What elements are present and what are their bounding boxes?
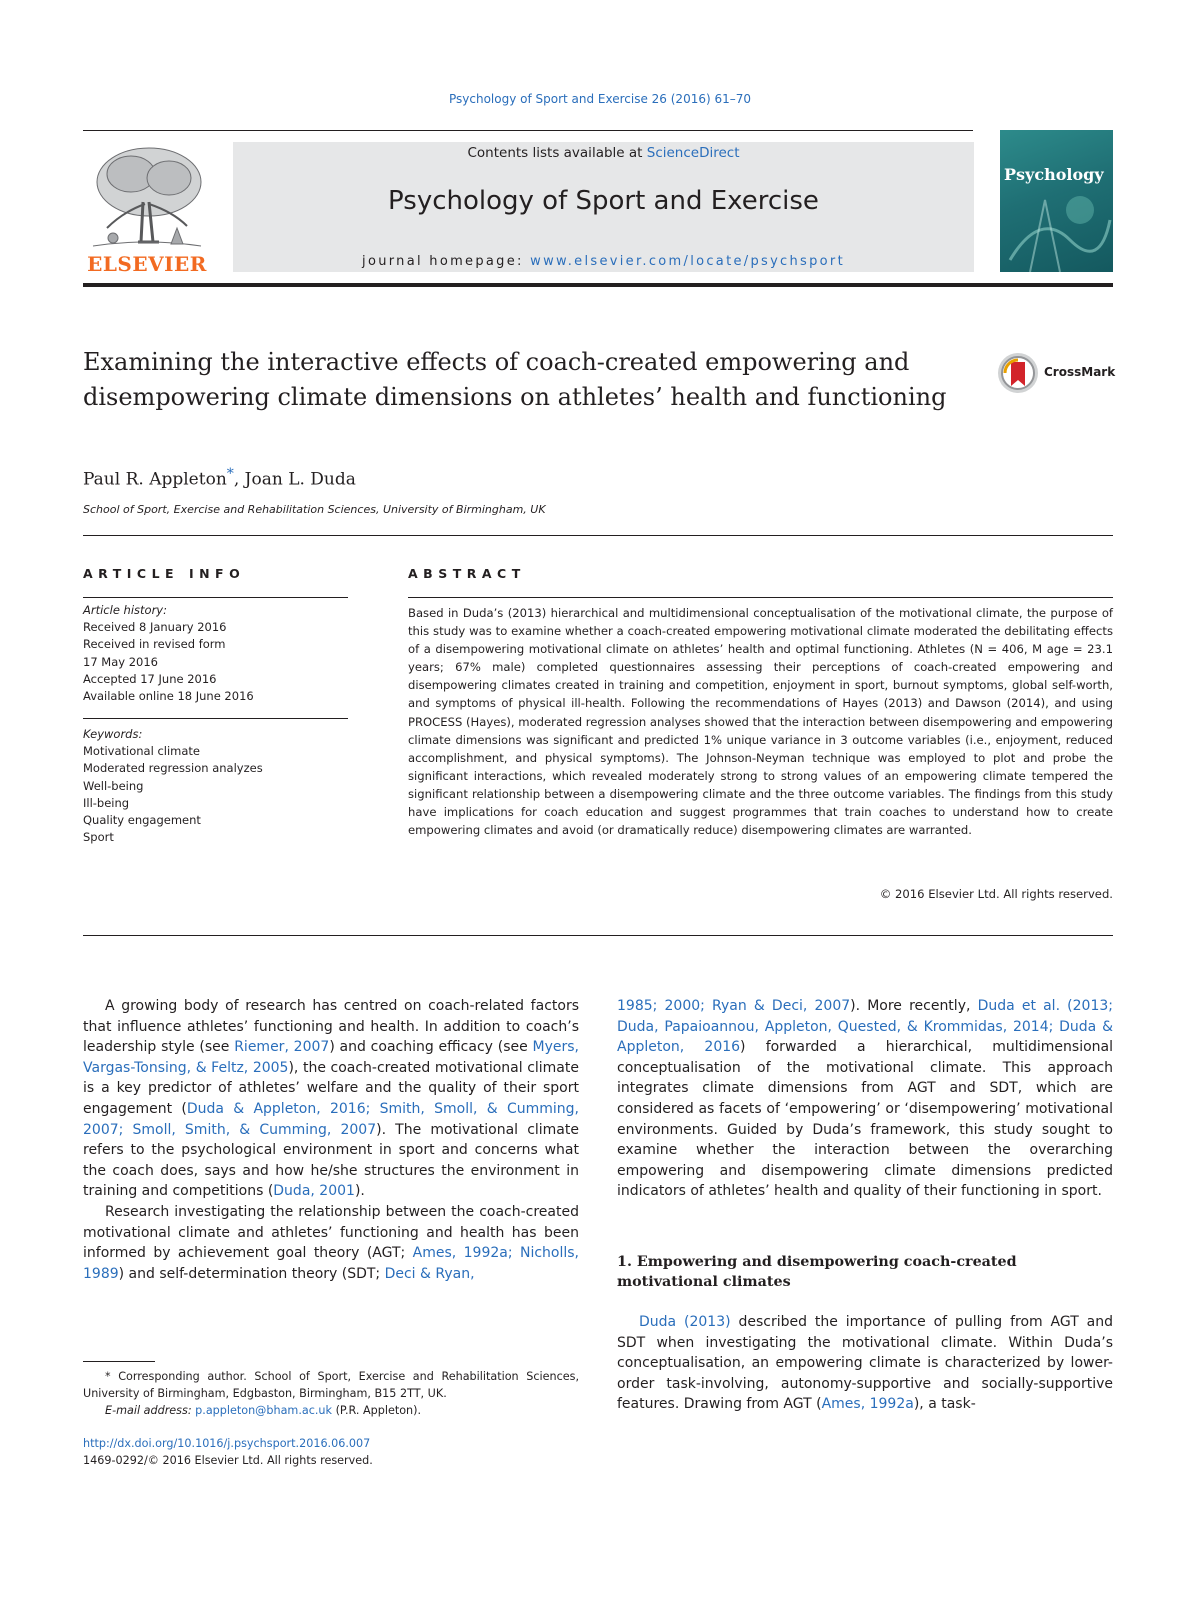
- text-run: ) forwarded a hierarchical, multidimensional conceptualisation of the motivational climate. This approach integrates climate dimensions from AGT and SDT, which are considered as facets of ‘empowering’ or ‘disempowering’ motivational environments. Guided by Duda’s framework, this study sought to examine whether the interaction between the overarching empowering and disempowering climate dimensions predicted indicators of athletes’ health and quality of their functioning in sport.: [617, 1039, 1113, 1200]
- intro-paragraph-1: [83, 996, 579, 1202]
- keywords-label: Keywords:: [83, 727, 143, 741]
- sciencedirect-link[interactable]: ScienceDirect: [646, 145, 740, 161]
- citation-link[interactable]: Myers, Vargas-Tonsing, & Feltz, 2005: [83, 1039, 579, 1076]
- citation-link[interactable]: Riemer, 2007: [234, 1039, 330, 1056]
- text-run: ). More recently,: [850, 998, 978, 1014]
- citation-link[interactable]: 1985; 2000; Ryan & Deci, 2007: [617, 998, 851, 1014]
- running-head[interactable]: Psychology of Sport and Exercise 26 (2016) 61–70: [448, 92, 752, 106]
- history-accepted: Accepted 17 June 2016: [83, 671, 217, 686]
- affiliation-rule: [83, 535, 1113, 536]
- keyword-item: Well-being: [83, 778, 144, 793]
- author-1[interactable]: Paul R. Appleton: [83, 469, 227, 490]
- article-info-rule-1: [83, 597, 348, 598]
- history-received: Received 8 January 2016: [83, 620, 227, 635]
- citation-link[interactable]: Duda (2013): [639, 1314, 731, 1330]
- abstract-heading: ABSTRACT: [408, 566, 526, 581]
- abstract-text: Based in Duda’s (2013) hierarchical and multidimensional conceptualisation of the motivational climate, the purpose of this study was to examine whether a coach-created empowering motivational climate moderated the debilitating effects of a disempowering motivational climate on athletes’ health and optimal functioning. Athletes (N = 406, M age = 23.1 years; 67% male) completed questionnaires assessing their perceptions of coach-created empowering and disempowering climates created in training and competition, enjoyment in sport, burnout symptoms, global self-worth, and symptoms of physical ill-health. Following the recommendations of Hayes (2013) and Dawson (2014), and using PROCESS (Hayes), moderated regression analyses showed that the interaction between disempowering and empowering climate dimensions was significant and predicted 1% unique variance in 3 outcome variables (i.e., enjoyment, reduced accomplishment, and physical symptoms). The Johnson-Neyman technique was employed to plot and probe the significant interactions, which revealed moderately strong to strong values of an empowering climate tempered the significant relationship between a disempowering climate and the three outcome variables. The findings from this study have implications for coach education and suggest programmes that train coaches to understand how to create empowering climates and avoid (or dramatically reduce) disempowering climates are warranted.: [408, 606, 1113, 838]
- email-link[interactable]: p.appleton@bham.ac.uk: [195, 1404, 333, 1417]
- email-suffix: (P.R. Appleton).: [332, 1404, 422, 1417]
- text-run: ).: [354, 1183, 365, 1200]
- section-1-body: [617, 1312, 1113, 1415]
- citation-link[interactable]: Duda, 2001: [273, 1183, 355, 1200]
- journal-title: Psychology of Sport and Exercise: [388, 186, 819, 216]
- header-bottom-rule: [83, 283, 1113, 287]
- abstract-rule: [408, 597, 1113, 598]
- text-run: ) and self-determination theory (SDT;: [118, 1265, 385, 1282]
- footnote-corresponding: [83, 1368, 579, 1402]
- body-left-column: [83, 996, 579, 1284]
- author-list: [83, 466, 356, 490]
- footnote-email-line: [83, 1402, 579, 1419]
- article-history: [83, 602, 348, 705]
- article-info-rule-2: [83, 718, 348, 719]
- text-run: described the importance of pulling from AGT and SDT when investigating the motivational climate. Within Duda’s conceptualisation, an empowering climate is characterized by lower-order task-involving, autonomy-supportive and socially-supportive features. Drawing from AGT (: [617, 1314, 1113, 1413]
- contents-prefix: Contents lists available at: [467, 145, 647, 161]
- footnote-mark: *: [105, 1370, 111, 1383]
- crossmark-label: CrossMark: [1044, 365, 1116, 379]
- crossmark-badge[interactable]: [997, 350, 1117, 396]
- footnote-corresponding-text: Corresponding author. School of Sport, Exercise and Rehabilitation Sciences, University of Birmingham, Edgbaston, Birmingham, B15 2TT, UK.: [83, 1370, 579, 1400]
- issn-copyright: 1469-0292/© 2016 Elsevier Ltd. All rights reserved.: [83, 1454, 373, 1467]
- abstract-copyright: © 2016 Elsevier Ltd. All rights reserved.: [879, 887, 1113, 901]
- doi-link[interactable]: http://dx.doi.org/10.1016/j.psychsport.2016.06.007: [83, 1437, 371, 1450]
- contents-line: [233, 145, 974, 161]
- author-2[interactable]: Joan L. Duda: [244, 469, 356, 490]
- text-run: A growing body of research has centred on coach-related factors that influence athletes’ functioning and health. In addition to coach’s leadership style (see: [83, 998, 579, 1056]
- citation-link[interactable]: Deci & Ryan,: [384, 1265, 475, 1282]
- footnote-rule: [83, 1361, 155, 1362]
- header-top-rule: [83, 130, 973, 131]
- citation-link[interactable]: Duda et al. (2013; Duda, Papaioannou, Appleton, Quested, & Krommidas, 2014; Duda & Appleton, 2016: [617, 998, 1113, 1056]
- corresponding-author-mark[interactable]: *: [226, 466, 234, 482]
- intro-paragraph-2-continued: [617, 996, 1113, 1202]
- article-history-label: Article history:: [83, 603, 167, 617]
- body-right-column: [617, 996, 1113, 1202]
- article-info-heading: ARTICLE INFO: [83, 566, 246, 581]
- keywords: [83, 726, 348, 846]
- homepage-line: [233, 254, 974, 269]
- homepage-link[interactable]: www.elsevier.com/locate/psychsport: [530, 254, 845, 269]
- keyword-item: Sport: [83, 830, 114, 845]
- keyword-item: Quality engagement: [83, 813, 201, 828]
- text-run: ), the coach-created motivational climate is a key predictor of athletes’ welfare and the quality of their sport engagement (: [83, 1059, 579, 1117]
- citation-link[interactable]: Ames, 1992a: [821, 1396, 914, 1413]
- cover-artwork: [1000, 130, 1113, 272]
- citation-link[interactable]: Ames, 1992a; Nicholls, 1989: [83, 1245, 580, 1282]
- history-revised-date: 17 May 2016: [83, 654, 158, 669]
- section-1-heading: 1. Empowering and disempowering coach-created motivational climates: [617, 1254, 1017, 1290]
- affiliation: School of Sport, Exercise and Rehabilitation Sciences, University of Birmingham, UK: [83, 503, 546, 516]
- citation-link[interactable]: Duda & Appleton, 2016; Smith, Smoll, & Cumming, 2007; Smoll, Smith, & Cumming, 2007: [83, 1100, 579, 1138]
- keyword-item: Ill-being: [83, 795, 130, 810]
- cover-title: Psychology: [1004, 165, 1104, 184]
- intro-paragraph-2: [83, 1202, 579, 1284]
- elsevier-wordmark: ELSEVIER: [87, 252, 207, 276]
- history-revised-label: Received in revised form: [83, 637, 226, 652]
- keyword-item: Moderated regression analyzes: [83, 761, 263, 776]
- journal-cover-image: [1000, 130, 1113, 272]
- article-title: Examining the interactive effects of coach-created empowering and disempowering climate dimensions on athletes’ health and functioning: [83, 348, 947, 411]
- text-run: Research investigating the relationship between the coach-created motivational climate and athletes’ functioning and health has been informed by achievement goal theory (AGT;: [83, 1203, 579, 1262]
- text-run: ) and coaching efficacy (see: [329, 1039, 533, 1056]
- text-run: ). The motivational climate refers to the psychological environment in sport and concerns what the coach does, says and how he/she structures the environment in training and competitions (: [83, 1121, 579, 1200]
- corresponding-author-footnote: [83, 1368, 579, 1419]
- history-online: Available online 18 June 2016: [83, 689, 254, 704]
- email-label: E-mail address:: [105, 1404, 196, 1417]
- section-1-paragraph-1: [617, 1312, 1113, 1415]
- author-separator: ,: [233, 469, 245, 490]
- keyword-item: Motivational climate: [83, 744, 200, 759]
- text-run: ), a task-: [913, 1396, 976, 1413]
- homepage-prefix: journal homepage:: [362, 254, 531, 269]
- abstract-bottom-rule: [83, 935, 1113, 936]
